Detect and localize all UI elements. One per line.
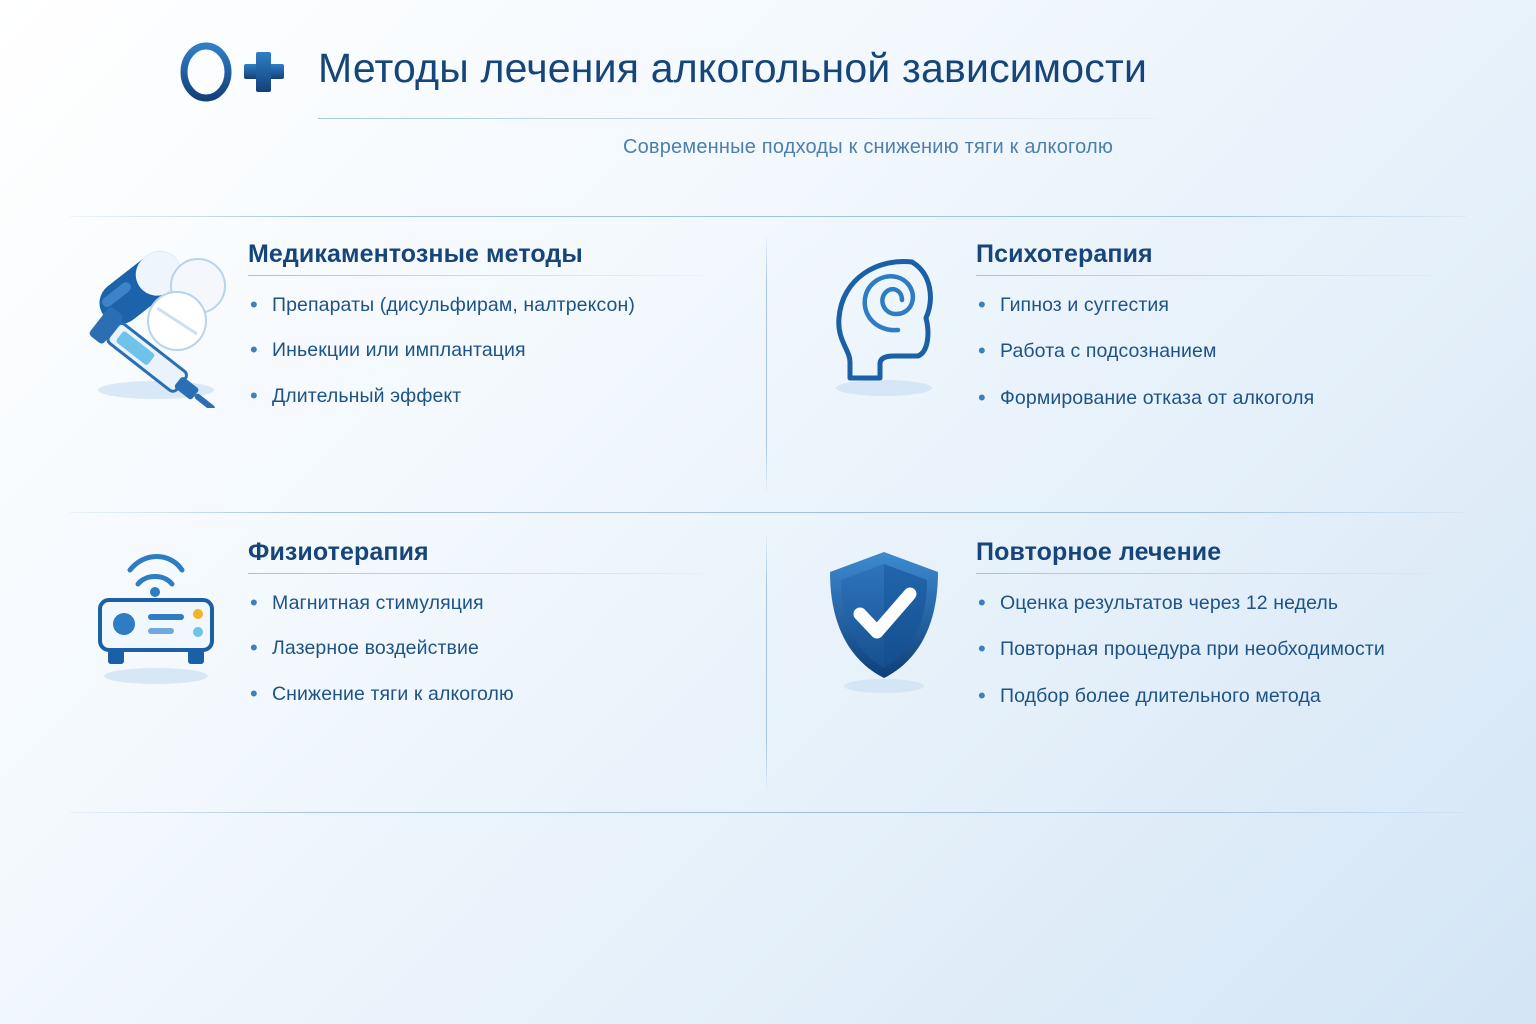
list-item: • Повторная процедура при необходимости <box>976 637 1496 661</box>
page-subtitle: Современные подходы к снижению тяги к алкоголю <box>622 136 1114 158</box>
list-item: • Работа с подсознанием <box>976 339 1496 363</box>
list-item: • Формирование отказа от алкоголя <box>976 386 1496 410</box>
method-card <box>72 228 772 510</box>
list-item: • Препараты (дисульфирам, налтрексон) <box>248 293 768 317</box>
list-item: • Магнитная стимуляция <box>248 591 768 615</box>
method-card-body <box>248 240 768 429</box>
method-card-divider <box>976 275 1431 276</box>
list-item: • Подбор более длительного метода <box>976 684 1496 708</box>
list-item: • Снижение тяги к алкоголю <box>248 682 768 706</box>
list-item: • Длительный эффект <box>248 384 768 408</box>
brand-logo <box>56 38 286 108</box>
head-spiral-icon <box>806 238 966 408</box>
method-card-body <box>976 538 1496 730</box>
list-item: • Оценка результатов через 12 недель <box>976 591 1496 615</box>
physio-device-icon <box>78 536 238 706</box>
method-card-divider <box>248 275 703 276</box>
method-card-list <box>976 591 1496 708</box>
divider-middle <box>70 512 1466 513</box>
method-card-list <box>248 293 768 408</box>
method-card-title: Психотерапия <box>976 240 1153 268</box>
list-item: • Гипноз и суггестия <box>976 293 1496 317</box>
divider-bottom <box>70 812 1466 813</box>
method-card-divider <box>248 573 703 574</box>
page-title: Методы лечения алкогольной зависимости <box>318 45 1148 91</box>
method-card-divider <box>976 573 1431 574</box>
method-card-title: Медикаментозные методы <box>248 240 583 268</box>
shield-check-icon <box>806 536 966 706</box>
method-card <box>800 228 1500 510</box>
method-card <box>800 526 1500 808</box>
divider-top <box>70 216 1466 217</box>
list-item: • Иньекции или имплантация <box>248 338 768 362</box>
method-card-title: Физиотерапия <box>248 538 429 566</box>
title-divider <box>318 118 1158 119</box>
header <box>0 0 1536 180</box>
method-card-body <box>248 538 768 727</box>
method-card-list <box>248 591 768 706</box>
method-card-list <box>976 293 1496 410</box>
method-card-body <box>976 240 1496 432</box>
method-card <box>72 526 772 808</box>
method-card-title: Повторное лечение <box>976 538 1222 566</box>
pills-syringe-icon <box>78 238 238 408</box>
list-item: • Лазерное воздействие <box>248 636 768 660</box>
